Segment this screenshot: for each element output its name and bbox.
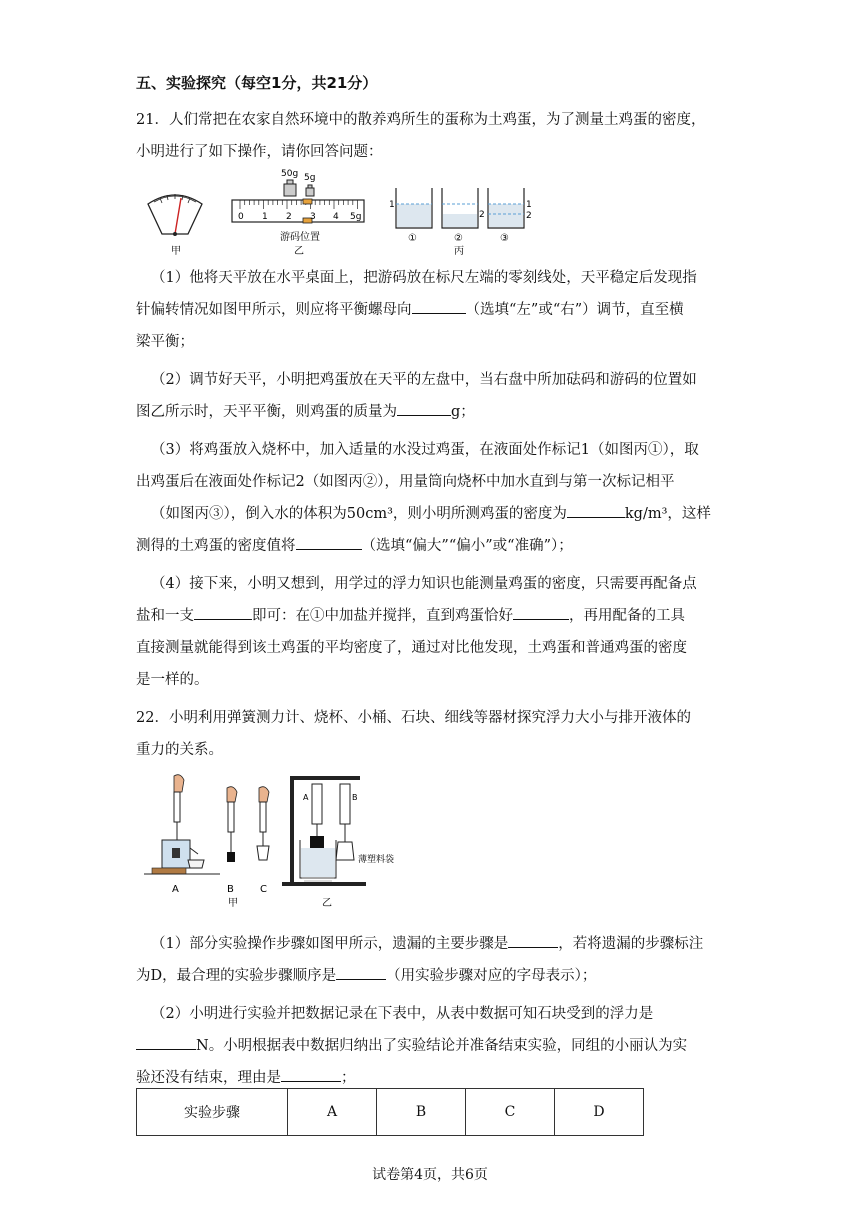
q21-p3-line2: 出鸡蛋后在液面处作标记2（如图丙②），用量筒向烧杯中加水直到与第一次标记相平 — [136, 474, 675, 490]
q21-p4-line2: 盐和一支 即可：在①中加盐并搅拌，直到鸡蛋恰好 ，再用配备的工具 — [136, 604, 685, 625]
table-header-cell: B — [377, 1089, 466, 1136]
label-yi: 乙 — [322, 898, 332, 909]
q22-intro-line1: 22．小明利用弹簧测力计、烧杯、小桶、石块、细线等器材探究浮力大小与排开液体的 — [136, 710, 691, 726]
ruler-tick-1: 1 — [262, 212, 268, 222]
q22-p2-line1: （2）小明进行实验并把数据记录在下表中，从表中数据可知石块受到的浮力是 — [151, 1006, 654, 1022]
beaker-1-icon — [396, 188, 432, 228]
beaker-mark-1: 1 — [389, 200, 395, 210]
answer-blank[interactable] — [136, 1035, 196, 1050]
beaker-3-icon — [488, 188, 524, 228]
beaker-mark-2: 2 — [479, 210, 485, 220]
q22-intro-line2: 重力的关系。 — [136, 742, 223, 758]
q21-p1-line3: 梁平衡； — [136, 334, 194, 350]
data-table — [136, 1088, 644, 1136]
balance-dial-icon — [148, 194, 202, 236]
beaker3-mark-1: 1 — [526, 200, 532, 210]
q21-p2-line2: 图乙所示时，天平平衡，则鸡蛋的质量为 g； — [136, 400, 475, 421]
q21-p4-line3: 直接测量就能得到该土鸡蛋的平均密度了，通过对比他发现，土鸡蛋和普通鸡蛋的密度 — [136, 640, 687, 656]
page-footer: 试卷第4页，共6页 — [372, 1167, 488, 1183]
overflow-beaker-icon — [144, 840, 220, 874]
bag-label: 薄塑料袋 — [358, 855, 395, 865]
answer-blank[interactable] — [296, 535, 362, 550]
label-yi: 乙 — [294, 246, 304, 257]
answer-blank[interactable] — [281, 1067, 341, 1082]
q21-p4-line1: （4）接下来，小明又想到，用学过的浮力知识也能测量鸡蛋的密度，只需要再配备点 — [151, 576, 697, 592]
stand-label-B: B — [352, 793, 358, 802]
table-header-cell: D — [555, 1089, 644, 1136]
label-jia: 甲 — [228, 898, 238, 909]
ruler-tick-3: 3 — [310, 212, 316, 222]
section-title: 五、实验探究（每空1分，共21分） — [136, 74, 378, 92]
q21-p2-line1: （2）调节好天平，小明把鸡蛋放在天平的左盘中，当右盘中所加砝码和游码的位置如 — [151, 372, 697, 388]
stand-label-A: A — [303, 793, 309, 802]
beaker-label-3: ③ — [500, 233, 509, 244]
q21-p3-line4: 测得的土鸡蛋的密度值将 （选填“偏大”“偏小”或“准确”）； — [136, 534, 573, 555]
label-A: A — [172, 884, 179, 895]
weight-50-label: 50g — [281, 169, 299, 179]
ruler-tick-5: 5g — [350, 212, 362, 222]
table-header-cell: A — [288, 1089, 377, 1136]
answer-blank[interactable] — [567, 503, 625, 518]
q21-intro-line1: 21．人们常把在农家自然环境中的散养鸡所生的蛋称为土鸡蛋，为了测量土鸡蛋的密度， — [136, 112, 706, 128]
spring-scale-B-icon — [227, 787, 237, 862]
label-B: B — [227, 884, 234, 895]
q21-p3-line1: （3）将鸡蛋放入烧杯中，加入适量的水没过鸡蛋，在液面处作标记1（如图丙①），取 — [151, 442, 699, 458]
answer-blank[interactable] — [513, 605, 569, 620]
q21-p1-line1: （1）他将天平放在水平桌面上，把游码放在标尺左端的零刻线处，天平稳定后发现指 — [151, 270, 697, 286]
beaker3-mark-2: 2 — [526, 211, 532, 221]
weight-5-label: 5g — [304, 173, 316, 183]
q22-p1-line1: （1）部分实验操作步骤如图甲所示，遗漏的主要步骤是 ，若将遗漏的步骤标注 — [151, 932, 703, 953]
q22-p2-line2: N。小明根据表中数据归纳出了实验结论并准备结束实验，同组的小丽认为实 — [136, 1034, 687, 1055]
table-header-cell: C — [466, 1089, 555, 1136]
answer-blank[interactable] — [336, 965, 386, 980]
rider-label: 游码位置 — [280, 232, 320, 243]
table-header-cell: 实验步骤 — [137, 1089, 288, 1136]
answer-blank[interactable] — [508, 933, 558, 948]
q21-figure — [140, 162, 540, 262]
answer-blank[interactable] — [194, 605, 252, 620]
label-bing: 丙 — [454, 246, 464, 257]
label-jia: 甲 — [171, 246, 181, 257]
q22-figure — [140, 770, 410, 910]
q21-intro-line2: 小明进行了如下操作，请你回答问题： — [136, 144, 383, 160]
ruler-tick-2: 2 — [286, 212, 292, 222]
q21-p4-line4: 是一样的。 — [136, 672, 209, 688]
spring-scale-C-icon — [257, 787, 269, 860]
ruler-tick-0: 0 — [238, 212, 244, 222]
q22-p1-line2: 为D，最合理的实验步骤顺序是 （用实验步骤对应的字母表示）； — [136, 964, 596, 985]
ruler-icon — [232, 199, 364, 223]
answer-blank[interactable] — [412, 299, 466, 314]
beaker-label-1: ① — [408, 233, 417, 244]
beaker-label-2: ② — [454, 233, 463, 244]
hand-spring-scale-A-icon — [174, 775, 184, 840]
q21-p3-line3: （如图丙③），倒入水的体积为50cm³，则小明所测鸡蛋的密度为 kg/m³，这样 — [151, 502, 711, 523]
ruler-tick-4: 4 — [333, 212, 339, 222]
beaker-2-icon — [442, 188, 478, 228]
q22-p2-line3: 验还没有结束，理由是 ； — [136, 1066, 356, 1087]
answer-blank[interactable] — [397, 401, 451, 416]
label-C: C — [260, 884, 267, 895]
table-row — [137, 1089, 644, 1136]
q21-p1-line2: 针偏转情况如图甲所示，则应将平衡螺母向 （选填“左”或“右”）调节，直至横 — [136, 298, 684, 319]
